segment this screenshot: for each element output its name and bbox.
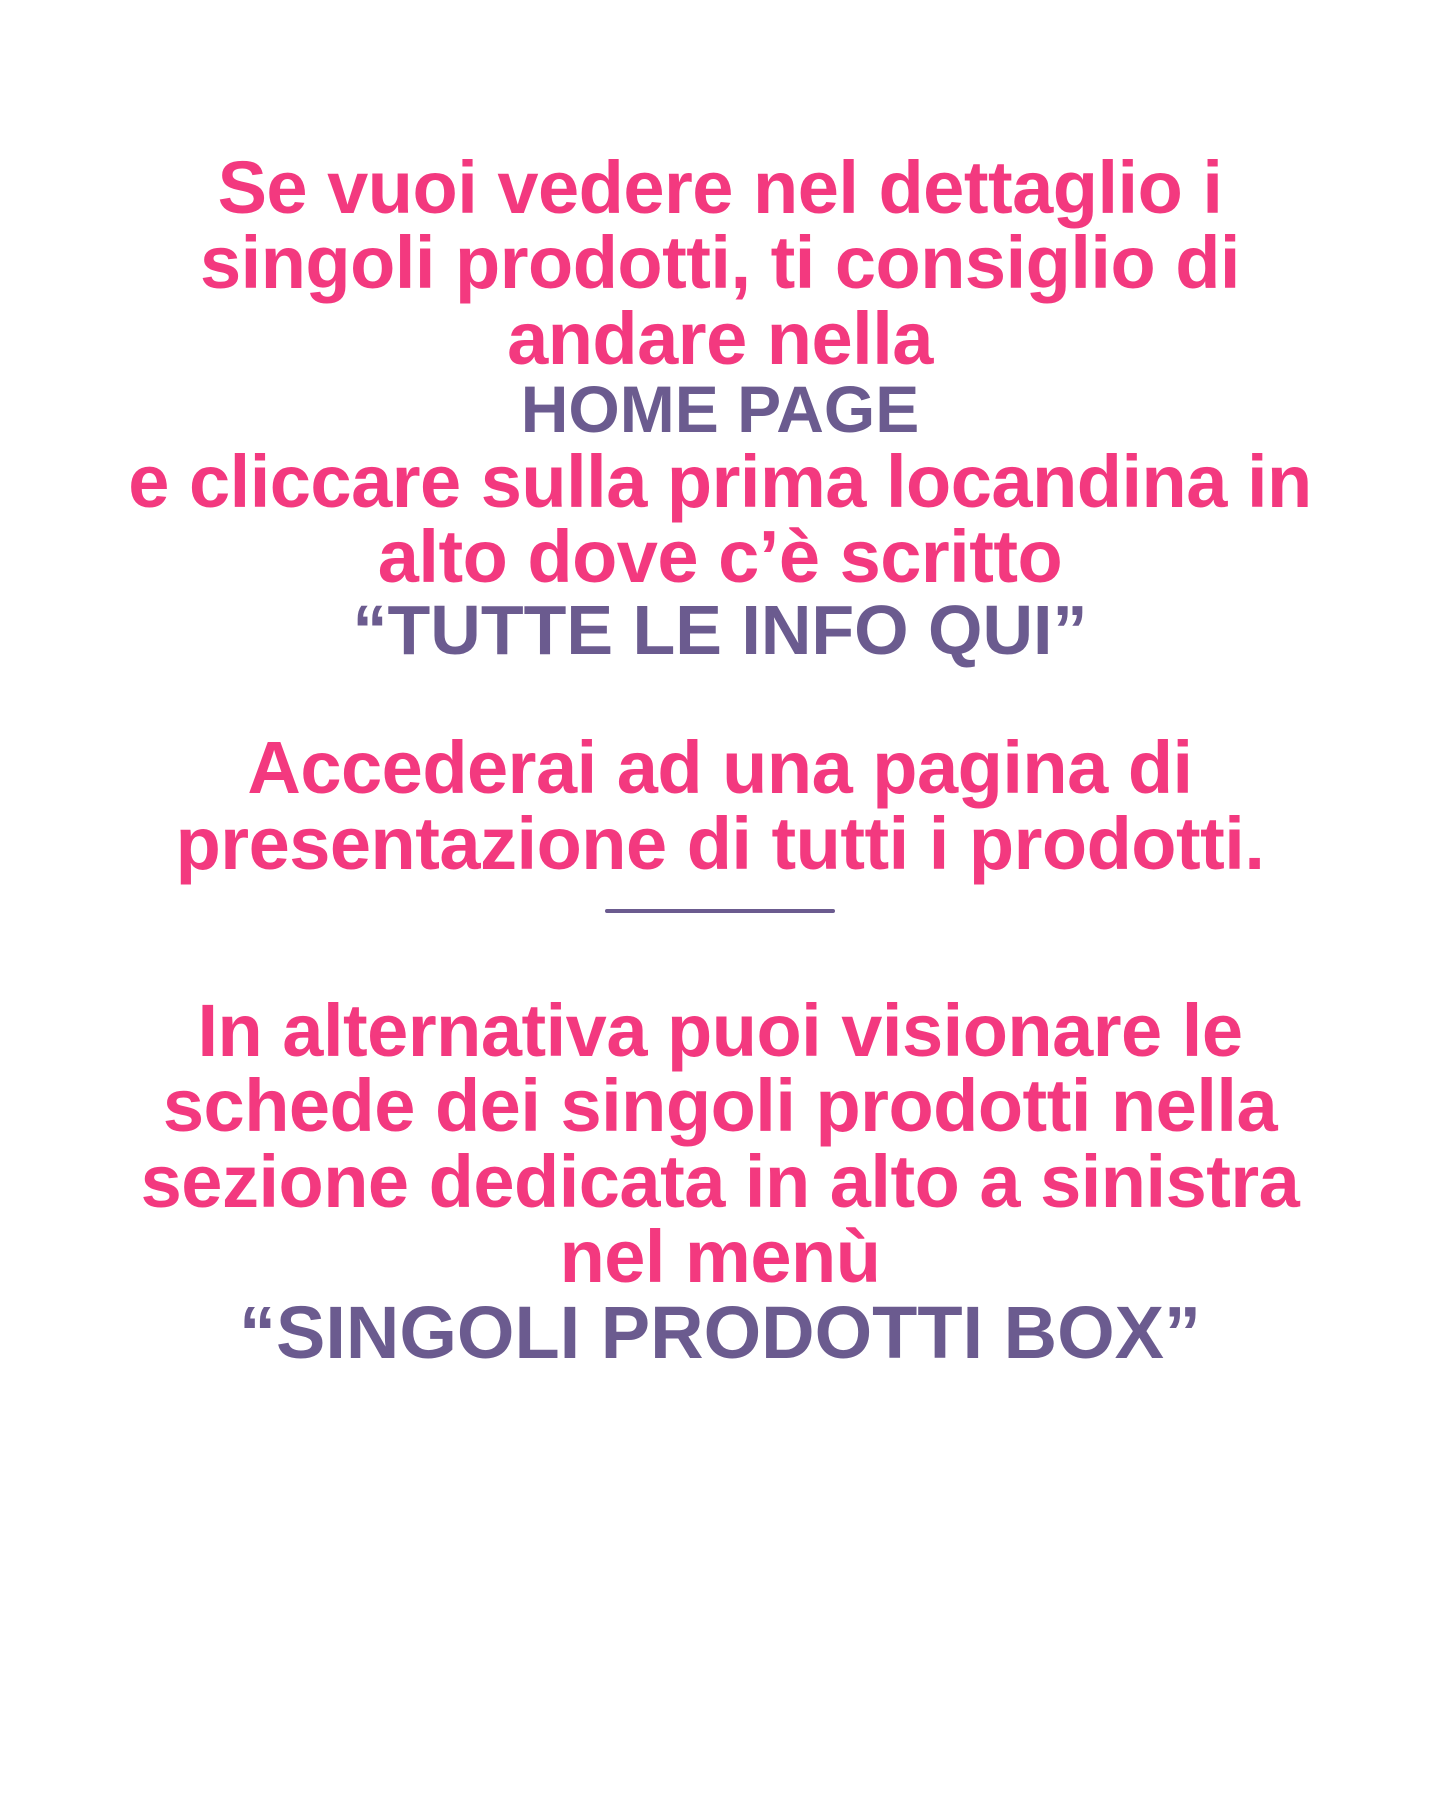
paragraph-3-line-3: sezione dedicata in alto a sinistra xyxy=(140,1139,1300,1223)
divider-container xyxy=(90,881,1350,941)
paragraph-1-line-3: andare nella xyxy=(507,296,933,380)
paragraph-1-line-5: alto dove c’è scritto xyxy=(377,515,1063,599)
horizontal-rule-icon xyxy=(605,909,835,913)
paragraph-3-line-2: schede dei singoli prodotti nella xyxy=(162,1064,1278,1148)
paragraph-3-line-1: In alternativa puoi visionare le xyxy=(197,988,1243,1072)
home-page-emphasis: HOME PAGE xyxy=(520,372,920,447)
paragraph-1-line-4: e cliccare sulla prima locandina in xyxy=(128,439,1312,523)
paragraph-1-line-1: Se vuoi vedere nel dettaglio i xyxy=(217,146,1223,229)
paragraph-2-line-1: Accederai ad una pagina di xyxy=(247,726,1193,810)
instruction-paragraph-2 xyxy=(90,726,1350,885)
paragraph-2-line-2: presentazione di tutti i prodotti. xyxy=(175,801,1265,885)
paragraph-3-line-4: nel menù xyxy=(559,1215,881,1299)
tutte-le-info-qui-emphasis: “TUTTE LE INFO QUI” xyxy=(352,590,1088,669)
instruction-paragraph-1 xyxy=(90,146,1350,669)
paragraph-1-line-2: singoli prodotti, ti consiglio di xyxy=(200,221,1240,305)
singoli-prodotti-box-emphasis: “SINGOLI PRODOTTI BOX” xyxy=(238,1290,1202,1374)
instruction-paragraph-3 xyxy=(90,988,1350,1374)
